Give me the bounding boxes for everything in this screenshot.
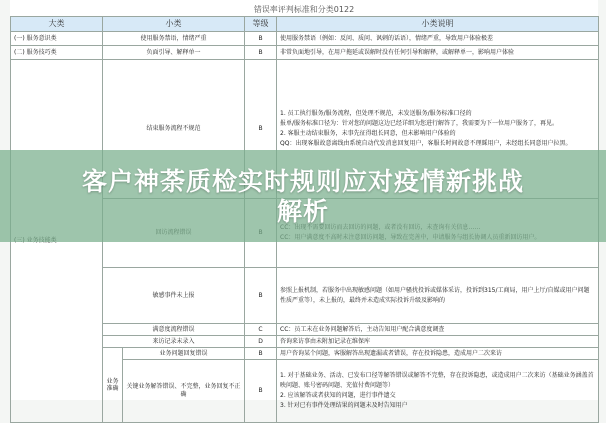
- description-cell: 1. 员工执行服务/服务流程，但处理不规范，未发送服务/服务标准口径的 报单/服务标准口径为：针对您的问题这边已经详细为您进行解答了，我需要为下一位用户服务了，再见。 2. 客服主动结束服务，未事先征得组长同意，但未影响用户体验的 QQ：出现客服故意离线由系统自动代发消息回复用户，客服长时间故意不理睬用户，未经组长同意用户拉黑。: [277, 60, 599, 199]
- header-description: 小类说明: [277, 17, 599, 32]
- headline-line-1: 客户神荼质检实时规则应对疫情新挑战: [81, 167, 524, 196]
- header-category: 大类: [11, 17, 103, 32]
- headline-line-2: 解析: [276, 197, 329, 226]
- subcategory-cell: 满意度流程错误: [103, 324, 245, 336]
- level-cell: B: [245, 46, 277, 60]
- description-cell: 非常负面地引导，在用户拖延或误解时没有任何引导和解释，或解释单一，影响用户体验: [277, 46, 599, 60]
- description-cell: 咨询来访事由未附加记录在维保库: [277, 336, 599, 348]
- vertical-group-label: 业务准确: [103, 348, 123, 423]
- description-cell: CC：员工未在业务问题解答后，主动告知用户配合满意度调查: [277, 324, 599, 336]
- table-row: [11, 46, 599, 60]
- subcategory-cell: 结束服务流程不规范: [103, 60, 245, 199]
- subcategory-cell: 负面引导、解释单一: [103, 46, 245, 60]
- level-cell: B: [245, 60, 277, 199]
- subcategory-cell: 使用服务禁语，情绪严重: [103, 32, 245, 46]
- level-cell: B: [245, 348, 277, 360]
- subcategory-cell: 来访记录未录入: [103, 336, 245, 348]
- description-cell: 参照上报机制，若服务中出现敏感问题（如用户骚扰投诉或媒体采访，投诉到315/工商局，用户上厅/自媒或用户问题性质严重等），未上报的，最终并未造成实际投诉升级及影响的: [277, 268, 599, 324]
- subcategory-cell: 敏感事件未上报: [103, 268, 245, 324]
- article-headline: [0, 167, 606, 227]
- category-cell: (一) 服务意识类: [11, 32, 103, 46]
- description-cell: 使用服务禁语（例如：反问、质问、讽刺的话语），情绪严重，导致用户体验极差: [277, 32, 599, 46]
- description-cell: 用户咨询某个问题，客服解答出现遗漏或者错误，存在投诉隐患，造成用户二次来访: [277, 348, 599, 360]
- header-level: 等级: [245, 17, 277, 32]
- level-cell: B: [245, 32, 277, 46]
- subcategory-cell: 关键业务解答错误、不完整，业务回复不正确: [123, 360, 245, 423]
- document-title: 错误率评判标准和分类0122: [253, 5, 355, 14]
- level-cell: D: [245, 336, 277, 348]
- table-header-row: [11, 17, 599, 32]
- level-cell: B: [245, 360, 277, 423]
- subcategory-cell: 业务问题回复错误: [123, 348, 245, 360]
- category-cell: (二) 服务技巧类: [11, 46, 103, 60]
- table-row: [11, 32, 599, 46]
- description-cell: 1. 对于基础业务、活动、已发布口径等解答错误或解答不完整，存在投诉隐患，或造成用户二次来访（基础业务涵盖首映问题、账号密码问题、充值付费问题等） 2. 应该解答或者获知的问题，进行事件遗交 3. 针对已有事件处理结果的问题未及时告知用户: [277, 360, 599, 423]
- header-subcategory: 小类: [103, 17, 245, 32]
- level-cell: B: [245, 268, 277, 324]
- level-cell: C: [245, 324, 277, 336]
